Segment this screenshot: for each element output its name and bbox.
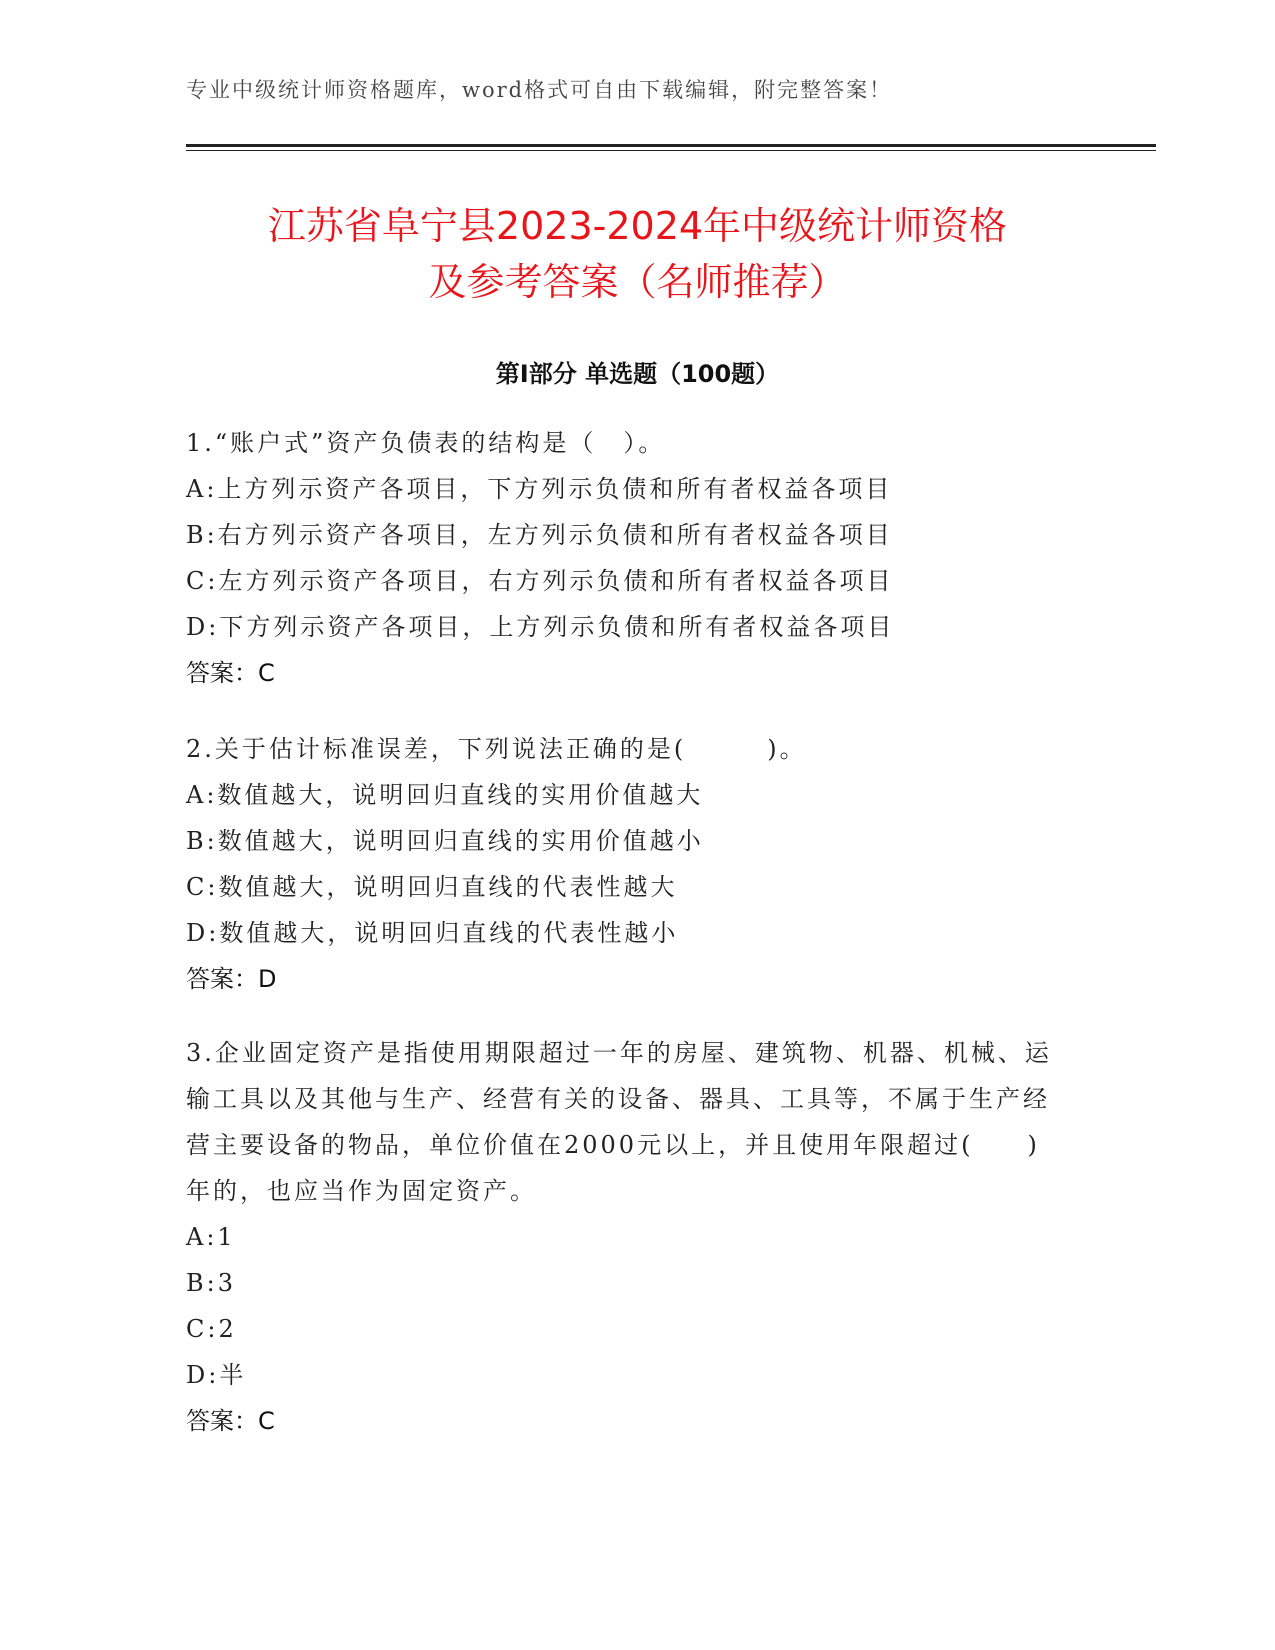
question-stem: 3.企业固定资产是指使用期限超过一年的房屋、建筑物、机器、机械、运输工具以及其他与生产、经营有关的设备、器具、工具等，不属于生产经营主要设备的物品，单位价值在2000元以上，并且使用年限超过( )年的，也应当作为固定资产。 xyxy=(186,1039,1052,1205)
title-line-2: 及参考答案（名师推荐） xyxy=(428,260,847,304)
question-1 xyxy=(186,420,1086,696)
question-stem: 2.关于估计标准误差，下列说法正确的是( )。 xyxy=(186,735,807,763)
option-a: A:上方列示资产各项目，下方列示负债和所有者权益各项目 xyxy=(186,475,893,503)
question-stem: 1.“账户式”资产负债表的结构是（ ）。 xyxy=(186,429,666,457)
answer: 答案：C xyxy=(186,1407,275,1435)
option-a: A:数值越大，说明回归直线的实用价值越大 xyxy=(186,781,704,809)
header-rule-thick xyxy=(186,144,1156,147)
option-d: D:半 xyxy=(186,1361,247,1389)
question-2 xyxy=(186,726,1086,1002)
option-a: A:1 xyxy=(186,1223,236,1251)
question-3 xyxy=(186,1030,1086,1444)
header-rule-thin xyxy=(186,150,1156,151)
option-b: B:右方列示资产各项目，左方列示负债和所有者权益各项目 xyxy=(186,521,893,549)
title-line-1: 江苏省阜宁县2023-2024年中级统计师资格 xyxy=(267,204,1008,248)
option-c: C:2 xyxy=(186,1315,237,1343)
document-title xyxy=(150,198,1125,310)
option-d: D:下方列示资产各项目，上方列示负债和所有者权益各项目 xyxy=(186,613,895,641)
option-d: D:数值越大，说明回归直线的代表性越小 xyxy=(186,919,679,947)
header-note: 专业中级统计师资格题库，word格式可自由下载编辑，附完整答案！ xyxy=(186,78,893,102)
section-heading: 第I部分 单选题（100题） xyxy=(495,360,780,388)
option-c: C:左方列示资产各项目，右方列示负债和所有者权益各项目 xyxy=(186,567,894,595)
answer: 答案：C xyxy=(186,659,275,687)
option-b: B:数值越大，说明回归直线的实用价值越小 xyxy=(186,827,704,855)
answer: 答案：D xyxy=(186,965,277,993)
option-c: C:数值越大，说明回归直线的代表性越大 xyxy=(186,873,678,901)
option-b: B:3 xyxy=(186,1269,236,1297)
